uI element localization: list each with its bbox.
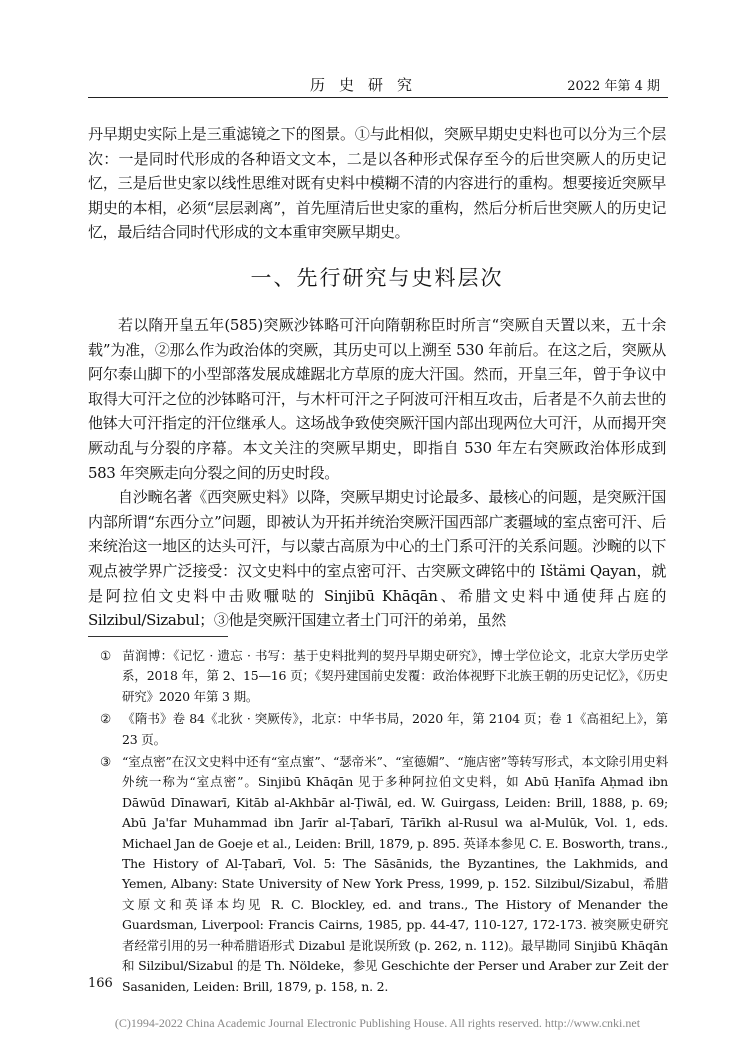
footnote-2: [100, 709, 668, 750]
paragraph-2: 自沙畹名著《西突厥史料》以降，突厥早期史讨论最多、最核心的问题，是突厥汗国内部所谓“东西分立”问题，即被认为开拓并统治突厥汗国西部广袤疆域的室点密可汗、后来统治这一地区的达头可汗，与以蒙古高原为中心的土门系可汗的关系问题。沙畹的以下观点被学界广泛接受：汉文史料中的室点密可汗、古突厥文碑铭中的 Ištämi Qayan，就是阿拉伯文史料中击败嚈哒的 Sinjibū Khāqān、希腊文史料中通使拜占庭的 Silzibul/Sizabul；③他是突厥汗国建立者土门可汗的弟弟，虽然: [88, 488, 666, 630]
footnotes: [100, 646, 668, 999]
header-rule: [88, 97, 668, 98]
footnote-text: 《隋书》卷 84《北狄 · 突厥传》，北京：中华书局，2020 年，第 2104 页；卷 1《高祖纪上》，第 23 页。: [122, 711, 668, 747]
issue-number: 2022 年第 4 期: [567, 79, 660, 94]
footnote-1: [100, 646, 668, 707]
paragraph-1: 若以隋开皇五年(585)突厥沙钵略可汗向隋朝称臣时所言“突厥自天置以来，五十余载”为准，②那么作为政治体的突厥，其历史可以上溯至 530 年前后。在这之后，突厥从阿尔泰山脚下的小型部落发展成雄踞北方草原的庞大汗国。然而，开皇三年，曾于争议中取得大可汗之位的沙钵略可汗，与木杆可汗之子阿波可汗相互攻击，后者是不久前去世的他钵大可汗指定的汗位继承人。这场战争致使突厥汗国内部出现两位大可汗，从而揭开突厥动乱与分裂的序幕。本文关注的突厥早期史，即指自 530 年左右突厥政治体形成到 583 年突厥走向分裂之间的历史时段。: [88, 315, 666, 482]
running-header: [88, 72, 668, 96]
footnote-3: [100, 752, 668, 997]
footnote-mark: ③: [100, 754, 112, 770]
footnote-text: 苗润博：《记忆 · 遗忘 · 书写：基于史料批判的契丹早期史研究》，博士学位论文，北京大学历史学系，2018 年，第 2、15—16 页；《契丹建国前史发覆：政治体视野下北族王朝的历史记忆》，《历史研究》2020 年第 3 期。: [122, 648, 668, 704]
paragraph-continued: 丹早期史实际上是三重滤镜之下的图景。①与此相似，突厥早期史史料也可以分为三个层次：一是同时代形成的各种语文文本，二是以各种形式保存至今的后世突厥人的历史记忆，三是后世史家以线性思维对既有史料中模糊不清的内容进行的重构。想要接近突厥早期史的本相，必须“层层剥离”，首先厘清后世史家的重构，然后分析后世突厥人的历史记忆，最后结合同时代形成的文本重审突厥早期史。: [88, 125, 666, 242]
footnote-mark: ①: [100, 648, 112, 663]
section-title: 一、先行研究与史料层次: [250, 265, 504, 290]
page-number: 166: [88, 976, 113, 991]
main-text: [88, 122, 666, 633]
copyright-line: (C)1994-2022 China Academic Journal Electronic Publishing House. All rights reserved. http://www.cnki.net: [114, 1016, 641, 1030]
footnote-text: “室点密”在汉文史料中还有“室点蜜”、“瑟帝米”、“室德媚”、“施店密”等转写形式，本文除引用史料外统一称为“室点密”。Sinjibū Khāqān 见于多种阿拉伯文史料，如 Abū Ḥanīfa Aḥmad ibn Dāwūd Dīnawarī, Kitāb al-Akhbār al-Ṭiwāl, ed. W. Guirgass, Leiden: Brill, 1888, p. 69; Abū Ja'far Muhammad ibn Jarīr al-Ṭabarī, Tārīkh al-Rusul wa al-Mulūk, Vol. 1, eds. Michael Jan de Goeje et al., Leiden: Brill, 1879, p. 895. 英译本参见 C. E. Bosworth, trans., The History of Al-Ṭabarī, Vol. 5: The Sāsānids, the Byzantines, the Lakhmids, and Yemen, Albany: State University of New York Press, 1999, p. 152. Silzibul/Sizabul，希腊文原文和英译本均见 R. C. Blockley, ed. and trans., The History of Menander the Guardsman, Liverpool: Francis Cairns, 1985, pp. 44-47, 110-127, 172-173. 被突厥史研究者经常引用的另一种希腊语形式 Dizabul 是讹误所致 (p. 262, n. 112)。最早勘同 Sinjibū Khāqān 和 Silzibul/Sizabul 的是 Th. Nöldeke，参见 Geschichte der Perser und Araber zur Zeit der Sasaniden, Leiden: Brill, 1879, p. 158, n. 2.: [122, 754, 668, 994]
journal-title: 历史研究: [310, 76, 427, 94]
footnote-rule: [88, 636, 228, 637]
footnote-mark: ②: [100, 711, 112, 727]
